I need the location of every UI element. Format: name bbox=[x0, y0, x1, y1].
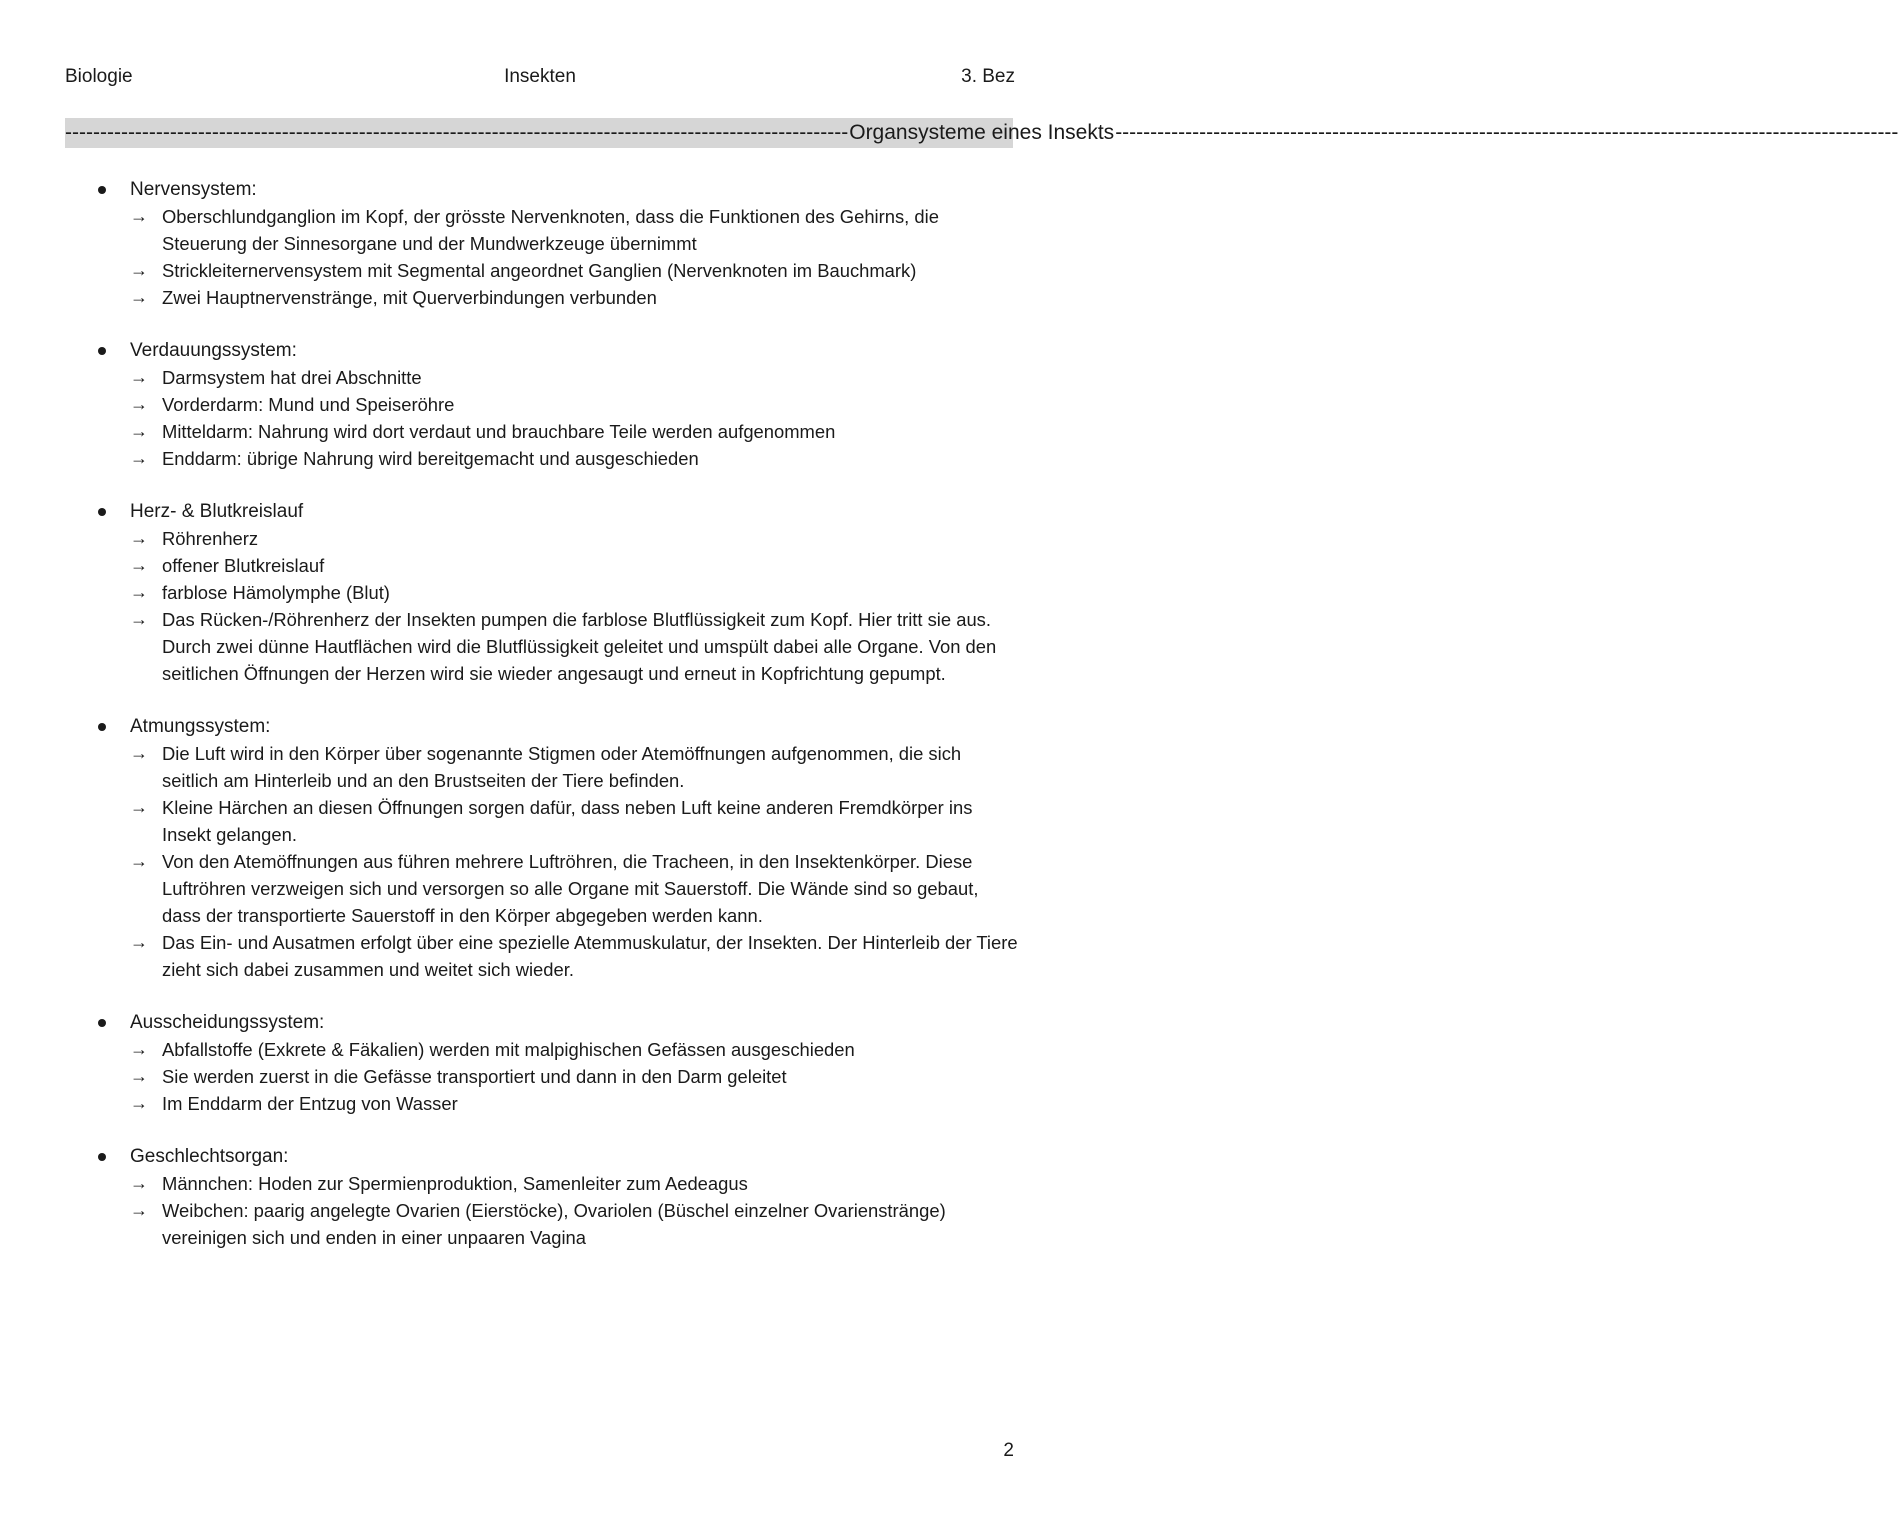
list-item-text: Männchen: Hoden zur Spermienproduktion, Samenleiter zum Aedeagus bbox=[162, 1173, 748, 1194]
arrow-right-icon: → bbox=[130, 797, 148, 817]
arrow-right-icon: → bbox=[130, 287, 148, 307]
list-item-text: offener Blutkreislauf bbox=[162, 555, 325, 576]
bullet-icon bbox=[98, 186, 106, 194]
arrow-right-icon: → bbox=[130, 851, 148, 871]
list-item-text: Sie werden zuerst in die Gefässe transportiert und dann in den Darm geleitet bbox=[162, 1066, 787, 1087]
list-item-text: Abfallstoffe (Exkrete & Fäkalien) werden mit malpighischen Gefässen ausgeschieden bbox=[162, 1039, 855, 1060]
section-title: Nervensystem: bbox=[130, 179, 257, 200]
arrow-right-icon: → bbox=[130, 609, 148, 629]
header-subject: Biologie bbox=[65, 66, 133, 87]
list-item-text: Vorderdarm: Mund und Speiseröhre bbox=[162, 394, 455, 415]
arrow-right-icon: → bbox=[130, 743, 148, 763]
item-list bbox=[92, 1036, 1022, 1117]
section-heading bbox=[92, 337, 1022, 364]
section-heading bbox=[92, 713, 1022, 740]
list-item bbox=[92, 848, 1022, 929]
list-item-text: Von den Atemöffnungen aus führen mehrere Luftröhren, die Tracheen, in den Insektenkörper. Diese Luftröhren verzweigen sich und versorgen so alle Organe mit Sauerstoff. Die Wände sind so gebaut, dass der transportierte Sauerstoff in den Körper abgegeben werden kann. bbox=[162, 851, 979, 926]
list-item bbox=[92, 1197, 1022, 1251]
banner-dashes-right: ---------------------------------------------------------------------------------------------------------------- bbox=[1115, 121, 1898, 144]
list-item-text: Das Rücken-/Röhrenherz der Insekten pumpen die farblose Blutflüssigkeit zum Kopf. Hier tritt sie aus. Durch zwei dünne Hautflächen wird die Blutflüssigkeit geleitet und umspült dabei alle Organe. Von den seitlichen Öffnungen der Herzen wird sie wieder angesaugt und erneut in Kopfrichtung gepumpt. bbox=[162, 609, 997, 684]
arrow-right-icon: → bbox=[130, 528, 148, 548]
arrow-right-icon: → bbox=[130, 1039, 148, 1059]
arrow-right-icon: → bbox=[130, 582, 148, 602]
list-item-text: Darmsystem hat drei Abschnitte bbox=[162, 367, 422, 388]
item-list bbox=[92, 525, 1022, 687]
arrow-right-icon: → bbox=[130, 367, 148, 387]
list-item bbox=[92, 929, 1022, 983]
item-list bbox=[92, 740, 1022, 983]
item-list bbox=[92, 364, 1022, 472]
list-item bbox=[92, 364, 1022, 391]
list-item-text: Röhrenherz bbox=[162, 528, 259, 549]
header-topic: Insekten bbox=[504, 66, 576, 87]
list-item bbox=[92, 1170, 1022, 1197]
section bbox=[92, 176, 1022, 311]
arrow-right-icon: → bbox=[130, 1066, 148, 1086]
section-title: Geschlechtsorgan: bbox=[130, 1146, 289, 1167]
list-item-text: Die Luft wird in den Körper über sogenannte Stigmen oder Atemöffnungen aufgenommen, die sich seitlich am Hinterleib und an den Brustseiten der Tiere befinden. bbox=[162, 743, 962, 791]
list-item-text: Im Enddarm der Entzug von Wasser bbox=[162, 1093, 458, 1114]
section bbox=[92, 1143, 1022, 1251]
list-item bbox=[92, 1090, 1022, 1117]
list-item-text: Strickleiternervensystem mit Segmental angeordnet Ganglien (Nervenknoten im Bauchmark) bbox=[162, 260, 917, 281]
bullet-icon bbox=[98, 1019, 106, 1027]
arrow-right-icon: → bbox=[130, 932, 148, 952]
bullet-icon bbox=[98, 508, 106, 516]
list-item-text: Kleine Härchen an diesen Öffnungen sorgen dafür, dass neben Luft keine anderen Fremdkörper ins Insekt gelangen. bbox=[162, 797, 973, 845]
list-item bbox=[92, 445, 1022, 472]
list-item bbox=[92, 579, 1022, 606]
list-item-text: Enddarm: übrige Nahrung wird bereitgemacht und ausgeschieden bbox=[162, 448, 699, 469]
section-heading bbox=[92, 1009, 1022, 1036]
list-item-text: Oberschlundganglion im Kopf, der grösste Nervenknoten, dass die Funktionen des Gehirns, die Steuerung der Sinnesorgane und der Mundwerkzeuge übernimmt bbox=[162, 206, 939, 254]
list-item-text: Mitteldarm: Nahrung wird dort verdaut und brauchbare Teile werden aufgenommen bbox=[162, 421, 836, 442]
arrow-right-icon: → bbox=[130, 448, 148, 468]
list-item-text: Zwei Hauptnervenstränge, mit Querverbindungen verbunden bbox=[162, 287, 657, 308]
section-banner bbox=[65, 118, 1898, 148]
arrow-right-icon: → bbox=[130, 1173, 148, 1193]
arrow-right-icon: → bbox=[130, 260, 148, 280]
item-list bbox=[92, 203, 1022, 311]
section-title: Atmungssystem: bbox=[130, 716, 271, 737]
list-item bbox=[92, 1063, 1022, 1090]
list-item-text: Weibchen: paarig angelegte Ovarien (Eierstöcke), Ovariolen (Büschel einzelner Ovarienstränge) vereinigen sich und enden in einer unpaaren Vagina bbox=[162, 1200, 946, 1248]
bullet-icon bbox=[98, 347, 106, 355]
content-area bbox=[92, 176, 1022, 1277]
banner-dashes-left: ---------------------------------------------------------------------------------------------------------------- bbox=[65, 121, 849, 144]
section bbox=[92, 1009, 1022, 1117]
page-header bbox=[65, 66, 1015, 92]
arrow-right-icon: → bbox=[130, 555, 148, 575]
arrow-right-icon: → bbox=[130, 394, 148, 414]
section-title: Herz- & Blutkreislauf bbox=[130, 501, 304, 522]
section bbox=[92, 713, 1022, 983]
item-list bbox=[92, 1170, 1022, 1251]
list-item-text: farblose Hämolymphe (Blut) bbox=[162, 582, 390, 603]
list-item bbox=[92, 257, 1022, 284]
arrow-right-icon: → bbox=[130, 1200, 148, 1220]
section bbox=[92, 337, 1022, 472]
list-item-text: Das Ein- und Ausatmen erfolgt über eine spezielle Atemmuskulatur, der Insekten. Der Hinterleib der Tiere zieht sich dabei zusammen und weitet sich wieder. bbox=[162, 932, 1018, 980]
arrow-right-icon: → bbox=[130, 206, 148, 226]
list-item bbox=[92, 552, 1022, 579]
section-heading bbox=[92, 498, 1022, 525]
list-item bbox=[92, 606, 1022, 687]
list-item bbox=[92, 740, 1022, 794]
section bbox=[92, 498, 1022, 687]
bullet-icon bbox=[98, 723, 106, 731]
arrow-right-icon: → bbox=[130, 1093, 148, 1113]
list-item bbox=[92, 794, 1022, 848]
bullet-icon bbox=[98, 1153, 106, 1161]
banner-title: Organsysteme eines Insekts bbox=[849, 121, 1115, 144]
list-item bbox=[92, 391, 1022, 418]
list-item bbox=[92, 284, 1022, 311]
section-title: Ausscheidungssystem: bbox=[130, 1012, 325, 1033]
list-item bbox=[92, 418, 1022, 445]
section-heading bbox=[92, 1143, 1022, 1170]
arrow-right-icon: → bbox=[130, 421, 148, 441]
section-heading bbox=[92, 176, 1022, 203]
header-class: 3. Bez bbox=[961, 66, 1015, 87]
section-title: Verdauungssystem: bbox=[130, 340, 297, 361]
list-item bbox=[92, 1036, 1022, 1063]
list-item bbox=[92, 525, 1022, 552]
page-number: 2 bbox=[1003, 1440, 1014, 1461]
list-item bbox=[92, 203, 1022, 257]
